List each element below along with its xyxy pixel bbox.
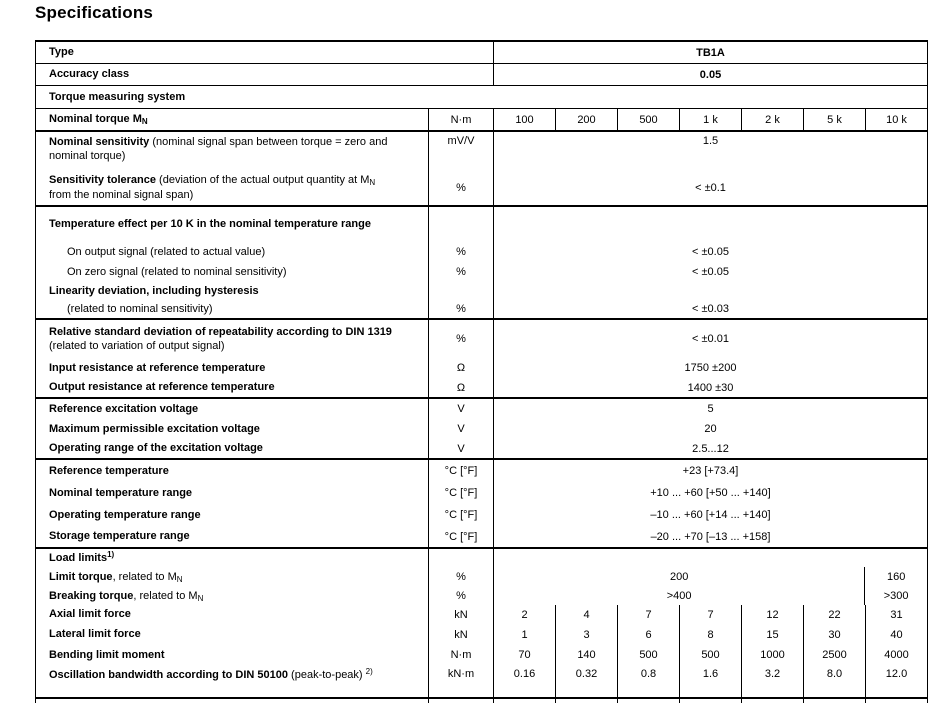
table-row [36, 567, 927, 587]
spec-label-text: (related to variation of output signal) [49, 340, 225, 352]
data-cell: 4 [555, 605, 617, 624]
value-cell [493, 549, 927, 567]
table-row [36, 699, 927, 703]
unit-cell [428, 282, 493, 300]
data-cell [617, 699, 679, 703]
spec-label-cell [36, 170, 428, 205]
value-cell [493, 282, 927, 300]
data-cell: 40 [865, 624, 927, 645]
spec-label-text: (nominal signal span between torque = zero and nominal torque) [49, 136, 388, 163]
spec-label-cell [36, 262, 428, 282]
data-cell [865, 699, 927, 703]
unit-cell: mV/V [428, 132, 493, 170]
data-cell: 1.6 [679, 665, 741, 697]
spec-label-cell [36, 699, 428, 703]
spec-label-cell [36, 358, 428, 378]
data-cell: 4000 [865, 645, 927, 665]
spec-label-text: Operating temperature range [49, 508, 201, 521]
data-cell: 1000 [741, 645, 803, 665]
spec-label-text: Input resistance at reference temperature [49, 361, 266, 374]
spec-label-cell [36, 419, 428, 439]
spec-label-text: N [197, 593, 204, 603]
unit-cell: N·m [428, 645, 493, 665]
table-row [36, 605, 927, 624]
spec-label-text: N [141, 117, 148, 127]
unit-cell: kN [428, 605, 493, 624]
value-cell-last: 160 [864, 567, 927, 587]
specifications-table [35, 40, 928, 703]
spec-label-text: Reference temperature [49, 464, 169, 477]
value-cell: 1750 ±200 [493, 358, 927, 378]
table-row [36, 132, 927, 170]
spec-label-text: N [369, 178, 376, 188]
spec-label-cell [36, 605, 428, 624]
unit-cell [428, 207, 493, 242]
unit-cell: °C [°F] [428, 460, 493, 482]
data-cell: 2 k [741, 109, 803, 130]
table-row [36, 207, 927, 242]
table-row [36, 624, 927, 645]
table-row [36, 262, 927, 282]
data-cell [493, 699, 555, 703]
spec-label-cell [36, 399, 428, 419]
value-cell-span: 200 [493, 567, 864, 587]
spec-label-text: N [176, 574, 183, 584]
unit-cell: Ω [428, 358, 493, 378]
table-row [36, 86, 927, 109]
unit-cell: % [428, 262, 493, 282]
table-row [36, 645, 927, 665]
unit-cell: % [428, 567, 493, 587]
table-row [36, 587, 927, 605]
data-cell: 1 [493, 624, 555, 645]
table-row [36, 378, 927, 399]
spec-label-text: Maximum permissible excitation voltage [49, 422, 260, 435]
spec-label-cell [36, 86, 927, 108]
spec-label-cell [36, 526, 428, 547]
data-cell: 500 [679, 645, 741, 665]
spec-label-text: (related to nominal sensitivity) [67, 302, 213, 315]
value-cell: < ±0.05 [493, 242, 927, 262]
unit-cell: kN [428, 624, 493, 645]
data-cell: 1 k [679, 109, 741, 130]
spec-label-text: Load limits [49, 551, 108, 564]
spec-label-cell [36, 645, 428, 665]
data-cell: 0.8 [617, 665, 679, 697]
spec-label-text: Operating range of the excitation voltage [49, 442, 263, 455]
spec-label-text: Temperature effect per 10 K in the nominal temperature range [49, 218, 371, 231]
data-cell: 31 [865, 605, 927, 624]
table-row [36, 282, 927, 300]
value-cell: < ±0.03 [493, 300, 927, 318]
unit-cell: % [428, 320, 493, 358]
spec-label-text: On zero signal (related to nominal sensitivity) [67, 265, 287, 278]
data-cell [803, 699, 865, 703]
spec-label-cell [36, 587, 428, 605]
data-cell: 3 [555, 624, 617, 645]
data-cell: 5 k [803, 109, 865, 130]
spec-label-text: Oscillation bandwidth according to DIN 50100 [49, 669, 288, 681]
data-cell: 7 [617, 605, 679, 624]
data-cell [555, 699, 617, 703]
spec-label-cell [36, 504, 428, 526]
spec-label-text: Relative standard deviation of repeatability according to DIN 1319 [49, 325, 392, 338]
spec-label-text: On output signal (related to actual value) [67, 245, 266, 258]
spec-label-cell [36, 378, 428, 397]
data-cell: 100 [493, 109, 555, 130]
spec-label-text: Type [49, 46, 74, 59]
unit-cell: % [428, 300, 493, 318]
spec-label-cell [36, 549, 428, 567]
table-row [36, 320, 927, 358]
value-cell: 1.5 [493, 132, 927, 170]
unit-cell: V [428, 399, 493, 419]
spec-label-text: Reference excitation voltage [49, 402, 199, 415]
unit-cell: °C [°F] [428, 504, 493, 526]
table-row [36, 399, 927, 419]
spec-label-text: Breaking torque [49, 589, 134, 602]
spec-label-text: from the nominal signal span) [49, 188, 194, 201]
value-cell-span: >400 [493, 587, 864, 605]
value-cell: 5 [493, 399, 927, 419]
data-cell: 30 [803, 624, 865, 645]
spec-label-cell [36, 64, 493, 85]
spec-label-text: Storage temperature range [49, 530, 190, 543]
spec-label-cell [36, 300, 428, 318]
spec-label-text: (deviation of the actual output quantity at M [156, 174, 370, 187]
data-cell: 22 [803, 605, 865, 624]
spec-label-text: Sensitivity tolerance [49, 174, 156, 187]
spec-label-cell [36, 624, 428, 645]
spec-label-text: (peak-to-peak) [288, 669, 366, 681]
unit-cell [428, 549, 493, 567]
data-cell: 140 [555, 645, 617, 665]
value-cell: TB1A [493, 42, 927, 63]
value-cell: –20 ... +70 [–13 ... +158] [493, 526, 927, 547]
data-cell: 0.32 [555, 665, 617, 697]
table-row [36, 109, 927, 132]
spec-label-cell [36, 282, 428, 300]
spec-label-cell [36, 132, 428, 170]
data-cell: 200 [555, 109, 617, 130]
spec-label-text: Nominal sensitivity [49, 136, 150, 148]
data-cell: 2 [493, 605, 555, 624]
spec-label-text: Lateral limit force [49, 628, 141, 641]
spec-label-cell [36, 460, 428, 482]
spec-label-text: , related to M [133, 589, 198, 602]
value-cell: 1400 ±30 [493, 378, 927, 397]
spec-label-text: Bending limit moment [49, 648, 165, 661]
spec-label-cell [36, 42, 493, 63]
spec-label-text: Torque measuring system [49, 90, 186, 103]
data-cell: 12 [741, 605, 803, 624]
data-cell: 500 [617, 109, 679, 130]
value-cell: 2.5...12 [493, 439, 927, 458]
value-cell: 20 [493, 419, 927, 439]
table-row [36, 419, 927, 439]
spec-label-text: Axial limit force [49, 608, 131, 621]
data-cell [679, 699, 741, 703]
unit-cell: V [428, 439, 493, 458]
spec-label-cell [36, 207, 428, 242]
spec-label-cell [36, 439, 428, 458]
unit-cell: % [428, 242, 493, 262]
data-cell: 500 [617, 645, 679, 665]
spec-label-cell [36, 665, 428, 697]
value-cell [493, 207, 927, 242]
unit-cell: % [428, 587, 493, 605]
page-title: Specifications [35, 3, 154, 22]
table-row [36, 64, 927, 86]
spec-label-text: Output resistance at reference temperature [49, 381, 275, 394]
data-cell: 7 [679, 605, 741, 624]
spec-label-text: Nominal temperature range [49, 486, 193, 499]
value-cell: < ±0.1 [493, 170, 927, 205]
unit-cell: °C [°F] [428, 526, 493, 547]
value-cell: < ±0.01 [493, 320, 927, 358]
data-cell: 0.16 [493, 665, 555, 697]
value-cell: +10 ... +60 [+50 ... +140] [493, 482, 927, 504]
unit-cell: Ω [428, 378, 493, 397]
value-cell: –10 ... +60 [+14 ... +140] [493, 504, 927, 526]
unit-cell: N·m [428, 109, 493, 130]
table-row [36, 439, 927, 460]
table-row [36, 460, 927, 482]
spec-label-cell [36, 109, 428, 130]
value-cell-last: >300 [864, 587, 927, 605]
unit-cell: °C [°F] [428, 482, 493, 504]
table-row [36, 242, 927, 262]
data-cell: 8 [679, 624, 741, 645]
spec-label-text: 2) [365, 667, 373, 676]
spec-label-cell [36, 242, 428, 262]
table-row [36, 504, 927, 526]
table-row [36, 170, 927, 207]
data-cell: 15 [741, 624, 803, 645]
spec-label-text: Linearity deviation, including hysteresis [49, 284, 259, 297]
data-cell: 12.0 [865, 665, 927, 697]
spec-label-text: 1) [107, 549, 115, 559]
spec-label-text: , related to M [112, 570, 177, 583]
unit-cell: V [428, 419, 493, 439]
unit-cell [428, 699, 493, 703]
spec-label-text: Nominal torque M [49, 113, 142, 126]
data-cell [741, 699, 803, 703]
spec-label-cell [36, 567, 428, 587]
value-cell: 0.05 [493, 64, 927, 85]
data-cell: 10 k [865, 109, 927, 130]
table-row [36, 549, 927, 567]
unit-cell: kN·m [428, 665, 493, 697]
table-row [36, 665, 927, 699]
spec-label-cell [36, 482, 428, 504]
table-row [36, 300, 927, 320]
unit-cell: % [428, 170, 493, 205]
spec-label-text: Limit torque [49, 570, 113, 583]
data-cell: 3.2 [741, 665, 803, 697]
data-cell: 70 [493, 645, 555, 665]
table-row [36, 482, 927, 504]
spec-label-text: Accuracy class [49, 68, 130, 81]
data-cell: 6 [617, 624, 679, 645]
spec-label-cell [36, 320, 428, 358]
table-row [36, 526, 927, 549]
value-cell: +23 [+73.4] [493, 460, 927, 482]
table-row [36, 42, 927, 64]
data-cell: 2500 [803, 645, 865, 665]
data-cell: 8.0 [803, 665, 865, 697]
table-row [36, 358, 927, 378]
value-cell: < ±0.05 [493, 262, 927, 282]
